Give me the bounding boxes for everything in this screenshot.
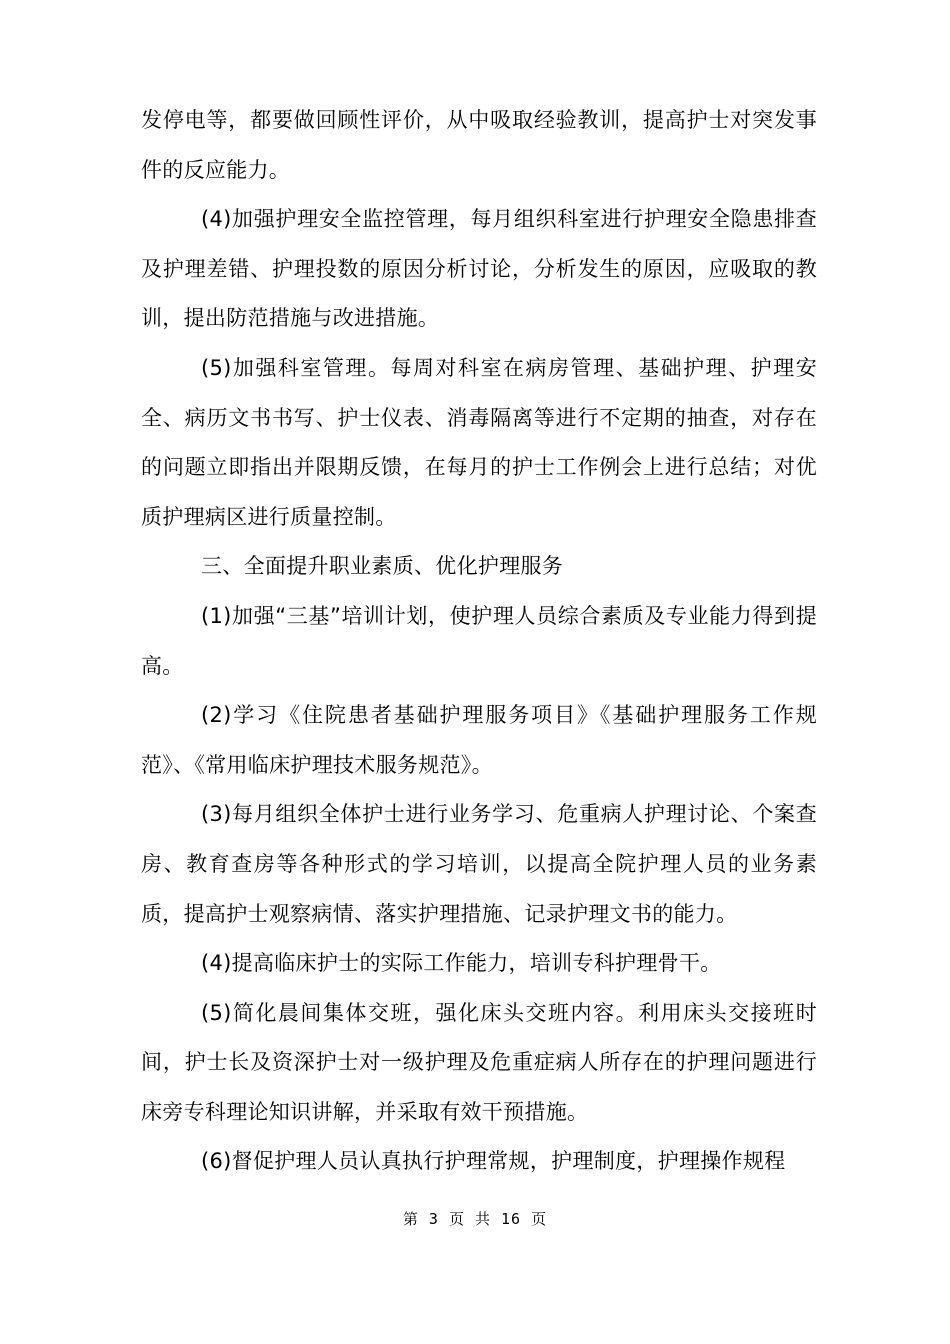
page-number-footer: 第 3 页 共 16 页 xyxy=(402,1210,548,1228)
section-heading: 三、全面提升职业素质、优化护理服务 xyxy=(201,554,564,579)
paragraph: (1)加强“三基”培训计划，使护理人员综合素质及专业能力得到提高。 xyxy=(141,603,817,678)
paragraph: 发停电等，都要做回顾性评价，从中吸取经验教训，提高护士对突发事件的反应能力。 xyxy=(141,108,817,182)
paragraph: (4)加强护理安全监控管理，每月组织科室进行护理安全隐患排查及护理差错、护理投数的原因分析讨论，分析发生的原因，应吸取的教训，提出防范措施与改进措施。 xyxy=(141,207,817,331)
paragraph: (5)简化晨间集体交班，强化床头交班内容。利用床头交接班时间，护士长及资深护士对一级护理及危重症病人所存在的护理问题进行床旁专科理论知识讲解，并采取有效干预措施。 xyxy=(141,1000,817,1124)
paragraph: (3)每月组织全体护士进行业务学习、危重病人护理讨论、个案查房、教育查房等各种形式的学习培训，以提高全院护理人员的业务素质，提高护士观察病情、落实护理措施、记录护理文书的能力。 xyxy=(141,802,817,926)
paragraph: (6)督促护理人员认真执行护理常规，护理制度，护理操作规程 xyxy=(201,1149,786,1174)
document-body xyxy=(141,96,817,1187)
paragraph: (2)学习《住院患者基础护理服务项目》《基础护理服务工作规范》、《常用临床护理技术服务规范》。 xyxy=(141,703,817,777)
paragraph: (5)加强科室管理。每周对科室在病房管理、基础护理、护理安全、病历文书书写、护士仪表、消毒隔离等进行不定期的抽查，对存在的问题立即指出并限期反馈，在每月的护士工作例会上进行总结；对优质护理病区进行质量控制。 xyxy=(141,355,817,529)
paragraph: (4)提高临床护士的实际工作能力，培训专科护理骨干。 xyxy=(201,951,722,976)
